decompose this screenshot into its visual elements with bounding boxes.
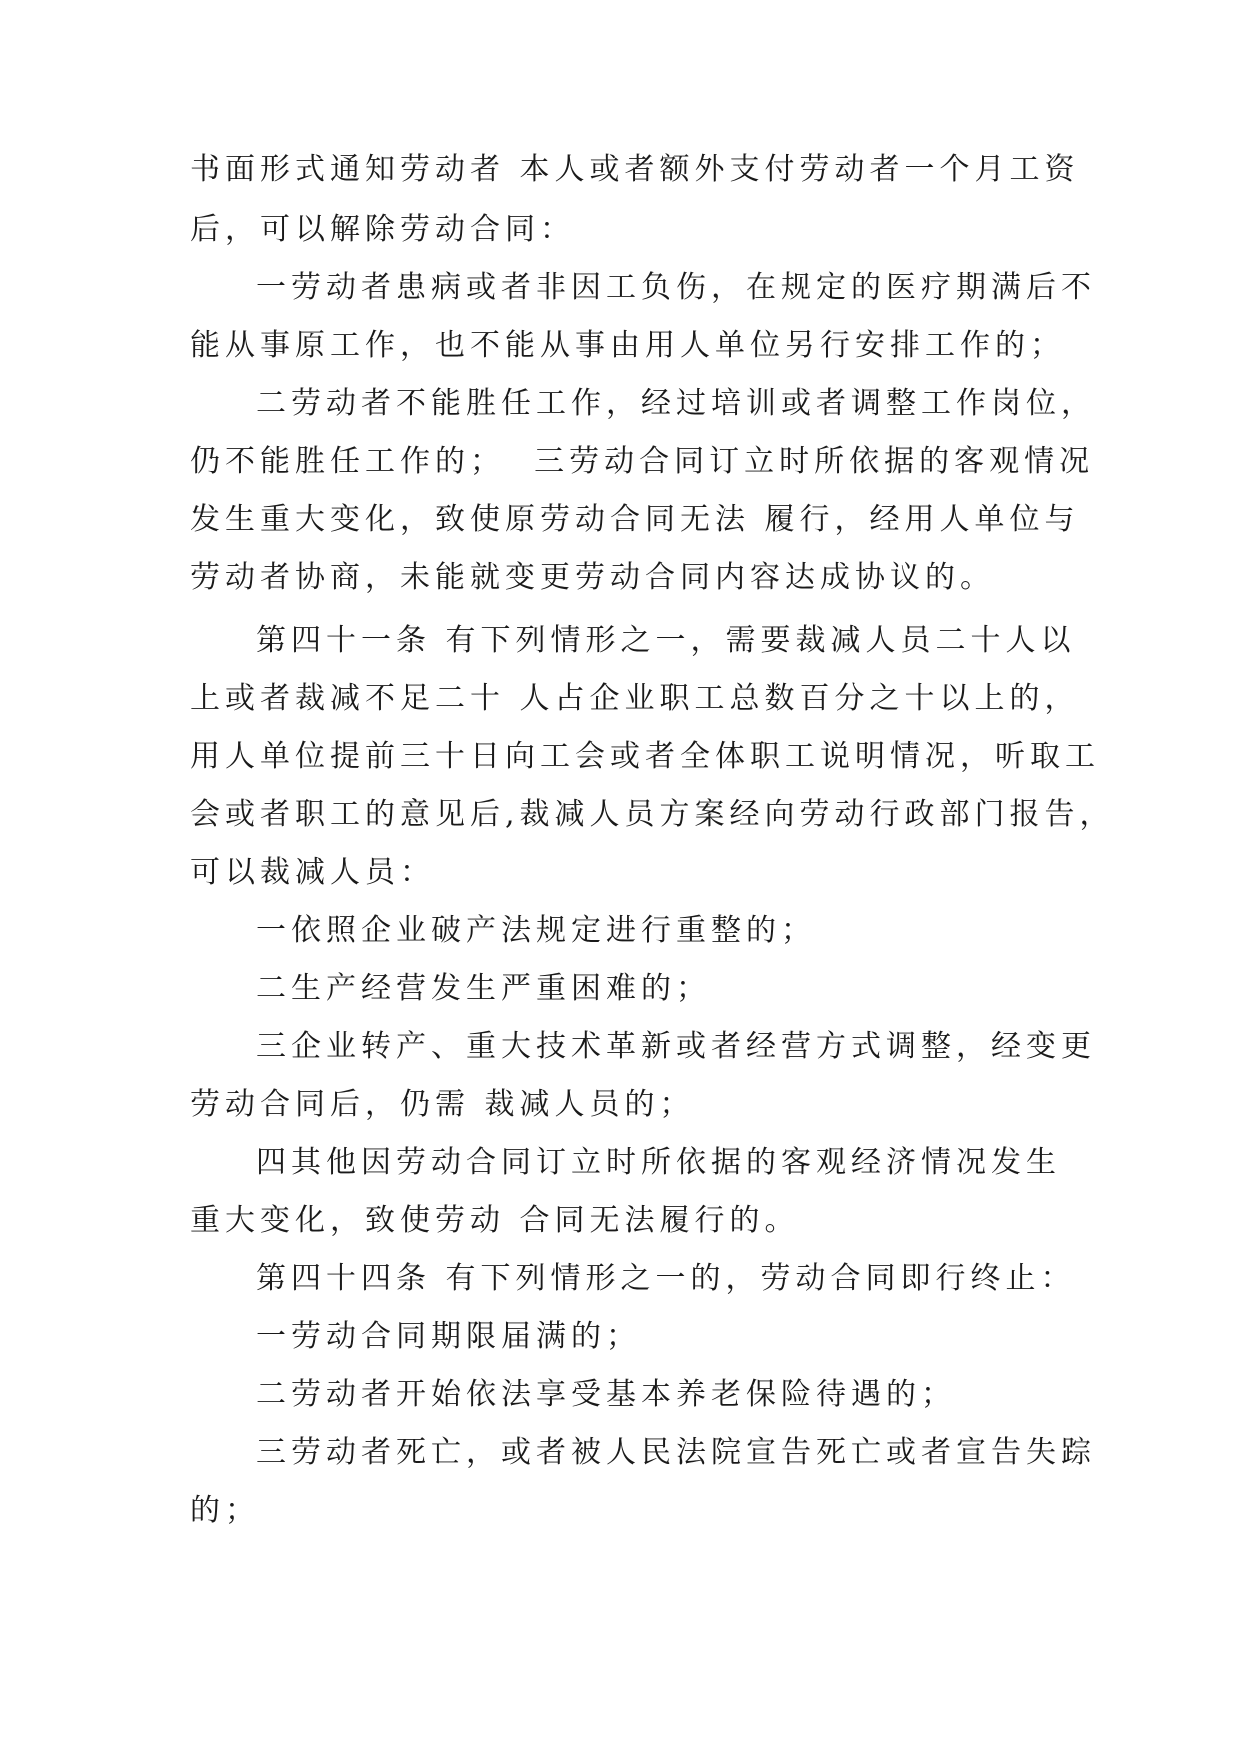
text-line: 重大变化，致使劳动 合同无法履行的。 (190, 1203, 800, 1238)
text-line: 三劳动者死亡，或者被人民法院宣告死亡或者宣告失踪 (256, 1435, 1096, 1470)
text-line: 后，可以解除劳动合同： (190, 212, 575, 247)
text-line: 二生产经营发生严重困难的； (256, 971, 711, 1006)
text-line: 发生重大变化，致使原劳动合同无法 履行，经用人单位与 (190, 502, 1080, 537)
text-line: 二劳动者不能胜任工作，经过培训或者调整工作岗位， (256, 386, 1096, 421)
text-line: 上或者裁减不足二十 人占企业职工总数百分之十以上的， (190, 681, 1080, 716)
text-line: 劳动合同后，仍需 裁减人员的； (190, 1087, 695, 1122)
text-line: 四其他因劳动合同订立时所依据的客观经济情况发生 (256, 1145, 1061, 1180)
text-line: 第四十一条 有下列情形之一，需要裁减人员二十人以 (256, 623, 1076, 658)
text-line: 一依照企业破产法规定进行重整的； (256, 913, 816, 948)
text-line: 可以裁减人员： (190, 855, 435, 890)
text-line: 的； (190, 1493, 260, 1528)
text-line: 书面形式通知劳动者 本人或者额外支付劳动者一个月工资 (190, 152, 1080, 187)
text-line: 用人单位提前三十日向工会或者全体职工说明情况，听取工 (190, 739, 1100, 774)
text-line: 能从事原工作，也不能从事由用人单位另行安排工作的； (190, 328, 1065, 363)
text-line: 仍不能胜任工作的； 三劳动合同订立时所依据的客观情况 (190, 444, 1095, 479)
text-line: 二劳动者开始依法享受基本养老保险待遇的； (256, 1377, 956, 1412)
text-line: 一劳动者患病或者非因工负伤，在规定的医疗期满后不 (256, 270, 1096, 305)
text-line: 劳动者协商，未能就变更劳动合同内容达成协议的。 (190, 560, 995, 595)
text-line: 第四十四条 有下列情形之一的，劳动合同即行终止： (256, 1261, 1076, 1296)
text-line: 三企业转产、重大技术革新或者经营方式调整，经变更 (256, 1029, 1096, 1064)
text-line: 会或者职工的意见后,裁减人员方案经向劳动行政部门报告， (190, 797, 1115, 832)
text-line: 一劳动合同期限届满的； (256, 1319, 641, 1354)
